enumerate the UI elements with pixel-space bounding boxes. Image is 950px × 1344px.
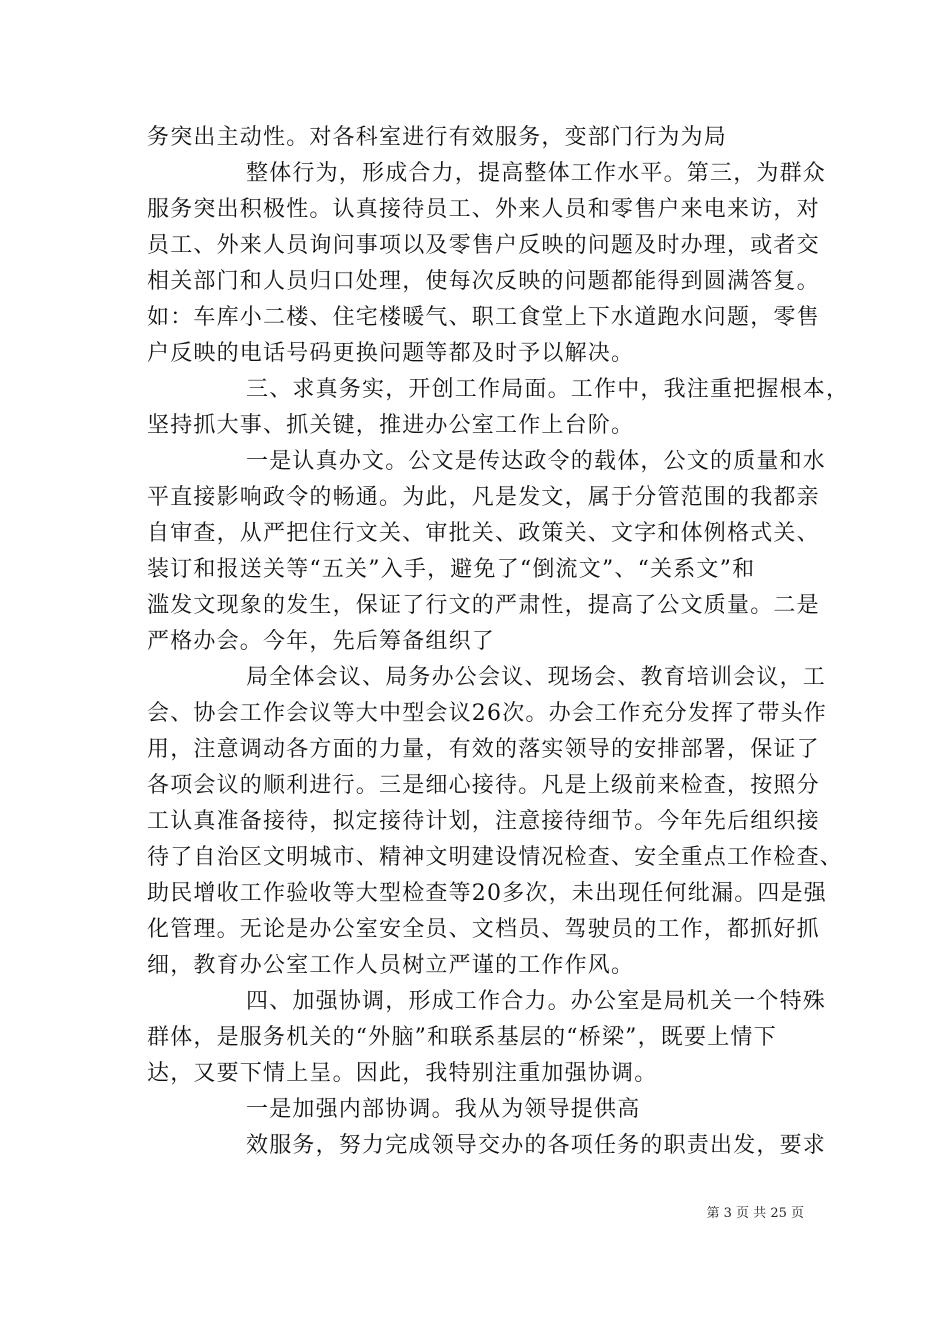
page-number-footer: 第 3 页 共 25 页 xyxy=(706,1206,804,1221)
body-text-line: 相关部门和人员归口处理，使每次反映的问题都能得到圆满答复。 xyxy=(147,269,820,294)
body-text-line: 一是加强内部协调。我从为领导提供高 xyxy=(246,1097,641,1122)
section-heading-line: 三、求真务实，开创工作局面。工作中，我注重把握根本， xyxy=(246,377,850,402)
body-text-line: 细，教育办公室工作人员树立严谨的工作作风。 xyxy=(147,953,635,978)
body-text-line: 整体行为，形成合力，提高整体工作水平。第三，为群众 xyxy=(246,161,827,186)
body-text-line: 群体，是服务机关的“外脑”和联系基层的“桥梁”，既要上情下 xyxy=(147,1025,777,1050)
body-text-line: 滥发文现象的发生，保证了行文的严肃性，提高了公文质量。二是 xyxy=(147,593,820,618)
body-text-line: 严格办会。今年，先后筹备组织了 xyxy=(147,629,496,654)
body-text-line: 用，注意调动各方面的力量，有效的落实领导的安排部署，保证了 xyxy=(147,737,820,762)
body-text-line: 装订和报送关等“五关”入手，避免了“倒流文”、“关系文”和 xyxy=(147,557,756,582)
body-text-line: 如：车库小二楼、住宅楼暖气、职工食堂上下水道跑水问题，零售 xyxy=(147,305,820,330)
body-text-line: 平直接影响政令的畅通。为此，凡是发文，属于分管范围的我都亲 xyxy=(147,485,820,510)
body-text-line: 一是认真办文。公文是传达政令的载体，公文的质量和水 xyxy=(246,449,827,474)
body-text-line: 各项会议的顺利进行。三是细心接待。凡是上级前来检查，按照分 xyxy=(147,773,820,798)
body-text-line: 工认真准备接待，拟定接待计划，注意接待细节。今年先后组织接 xyxy=(147,809,820,834)
body-text-line: 服务突出积极性。认真接待员工、外来人员和零售户来电来访，对 xyxy=(147,197,820,222)
body-text-line: 效服务，努力完成领导交办的各项任务的职责出发，要求 xyxy=(246,1133,827,1158)
body-text-line: 待了自治区文明城市、精神文明建设情况检查、安全重点工作检查、 xyxy=(147,845,844,870)
body-text-line: 化管理。无论是办公室安全员、文档员、驾驶员的工作，都抓好抓 xyxy=(147,917,820,942)
body-text-line: 户反映的电话号码更换问题等都及时予以解决。 xyxy=(147,341,635,366)
body-text-line: 会、协会工作会议等大中型会议26次。办会工作充分发挥了带头作 xyxy=(147,701,827,726)
body-text-line: 务突出主动性。对各科室进行有效服务，变部门行为为局 xyxy=(147,125,728,150)
body-text-line: 助民增收工作验收等大型检查等20多次，未出现任何纰漏。四是强 xyxy=(147,881,827,906)
body-text-line: 局全体会议、局务办公会议、现场会、教育培训会议，工 xyxy=(246,665,827,690)
body-text-line: 员工、外来人员询问事项以及零售户反映的问题及时办理，或者交 xyxy=(147,233,820,258)
section-heading-line: 四、加强协调，形成工作合力。办公室是局机关一个特殊 xyxy=(246,989,827,1014)
body-text-line: 坚持抓大事、抓关键，推进办公室工作上台阶。 xyxy=(147,413,635,438)
body-text-line: 达，又要下情上呈。因此，我特别注重加强协调。 xyxy=(147,1061,658,1086)
body-text-line: 自审查，从严把住行文关、审批关、政策关、文字和体例格式关、 xyxy=(147,521,820,546)
